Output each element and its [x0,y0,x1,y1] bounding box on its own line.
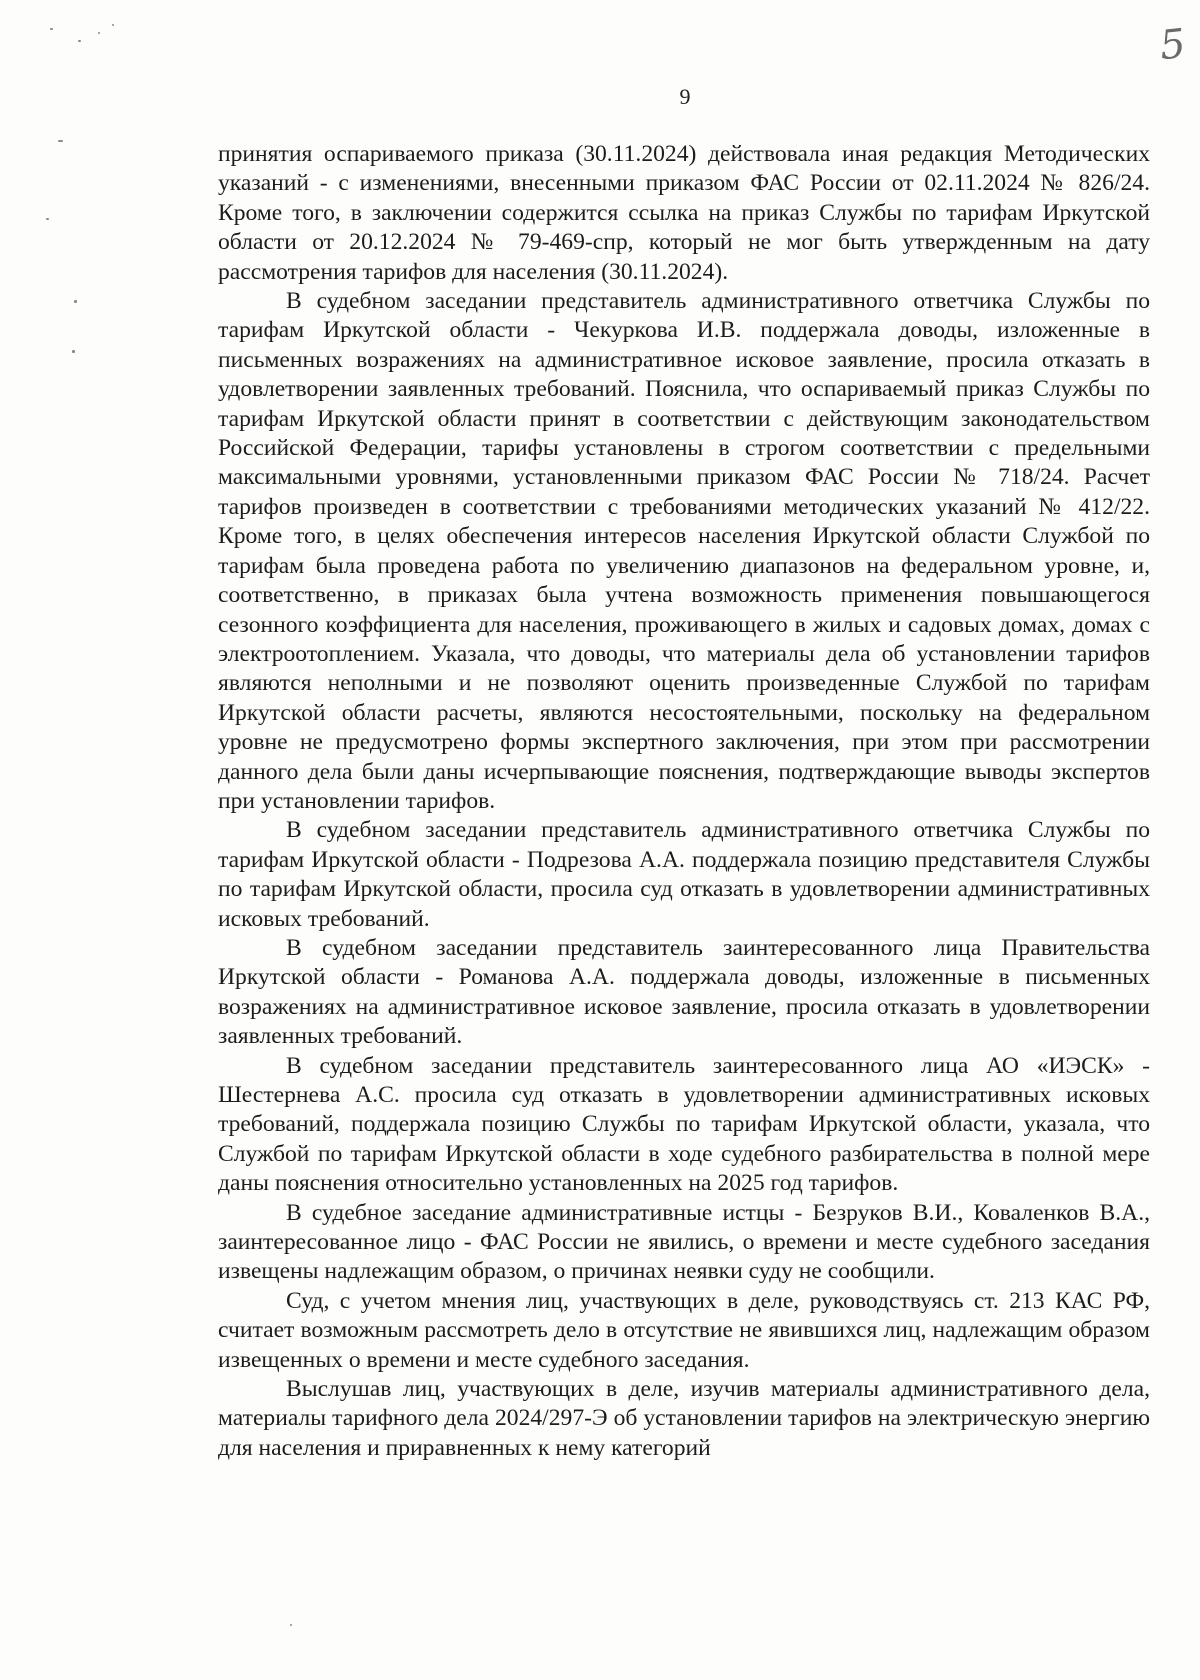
scan-speck [78,40,81,42]
scan-speck [58,140,63,142]
scan-speck [46,218,49,220]
page-number: 9 [679,84,691,109]
handwritten-page-mark: 5 [1157,20,1188,70]
scan-speck [112,24,114,26]
paragraph-court-findings: Выслушав лиц, участвующих в деле, изучив материалы административного дела, материалы тарифного дела 2024/297-Э об установлении тарифов на электрическую энергию для населения и приравненных к нему категорий [218,1376,1150,1461]
document-body [218,140,1150,1463]
scan-speck [74,300,77,303]
scan-speck [72,350,75,353]
scan-speck [290,1624,292,1626]
paragraph-continuation: принятия оспариваемого приказа (30.11.2024) действовала иная редакция Методических указаний - с изменениями, внесенными приказом ФАС России от 02.11.2024 № 826/24. Кроме того, в заключении содержится ссылка на приказ Службы по тарифам Иркутской области от 20.12.2024 № 79-469-спр, который не мог быть утвержденным на дату рассмотрения тарифов для населения (30.11.2024). [218,141,1150,285]
scan-speck [50,28,53,30]
paragraph-absent-parties: В судебное заседание административные истцы - Безруков В.И., Коваленков В.А., заинтересованное лицо - ФАС России не явились, о времени и месте судебного заседания извещены надлежащим образом, о причинах неявки суду не сообщили. [218,1199,1150,1285]
paragraph-romanova-position: В судебном заседании представитель заинтересованного лица Правительства Иркутской области - Романова А.А. поддержала доводы, изложенные в письменных возражениях на административное исковое заявление, просила отказать в удовлетворении заявленных требований. [218,934,1150,1050]
paragraph-shesterneva-position: В судебном заседании представитель заинтересованного лица АО «ИЭСК» - Шестернева А.С. просила суд отказать в удовлетворении административных исковых требований, поддержала позицию Службы по тарифам Иркутской области, указала, что Службой по тарифам Иркутской области в ходе судебного разбирательства в полной мере даны пояснения относительно установленных на 2025 год тарифов. [218,1052,1150,1197]
paragraph-chekurkova-position: В судебном заседании представитель административного ответчика Службы по тарифам Иркутской области - Чекуркова И.В. поддержала доводы, изложенные в письменных возражениях на административное исковое заявление, просила отказать в удовлетворении заявленных требований. Пояснила, что оспариваемый приказ Службы по тарифам Иркутской области принят в соответствии с действующим законодательством Российской Федерации, тарифы установлены в строгом соответствии с предельными максимальными уровнями, установленными приказом ФАС России № 718/24. Расчет тарифов произведен в соответствии с требованиями методических указаний № 412/22. Кроме того, в целях обеспечения интересов населения Иркутской области Службой по тарифам была проведена работа по увеличению диапазонов на федеральном уровне, и, соответственно, в приказах была учтена возможность применения повышающегося сезонного коэффициента для населения, проживающего в жилых и садовых домах, домах с электроотоплением. Указала, что доводы, что материалы дела об установлении тарифов являются неполными и не позволяют оценить произведенные Службой по тарифам Иркутской области расчеты, являются несостоятельными, поскольку на федеральном уровне не предусмотрено формы экспертного заключения, при этом при рассмотрении данного дела были даны исчерпывающие пояснения, подтверждающие выводы экспертов при установлении тарифов. [218,288,1150,814]
paragraph-court-decision-absence: Суд, с учетом мнения лиц, участвующих в деле, руководствуясь ст. 213 КАС РФ, считает возможным рассмотреть дело в отсутствие не явившихся лиц, надлежащим образом извещенных о времени и месте судебного заседания. [218,1287,1150,1373]
paragraph-podrezova-position: В судебном заседании представитель административного ответчика Службы по тарифам Иркутской области - Подрезова А.А. поддержала позицию представителя Службы по тарифам Иркутской области, просила суд отказать в удовлетворении административных исковых требований. [218,817,1150,932]
scan-speck [98,32,100,34]
